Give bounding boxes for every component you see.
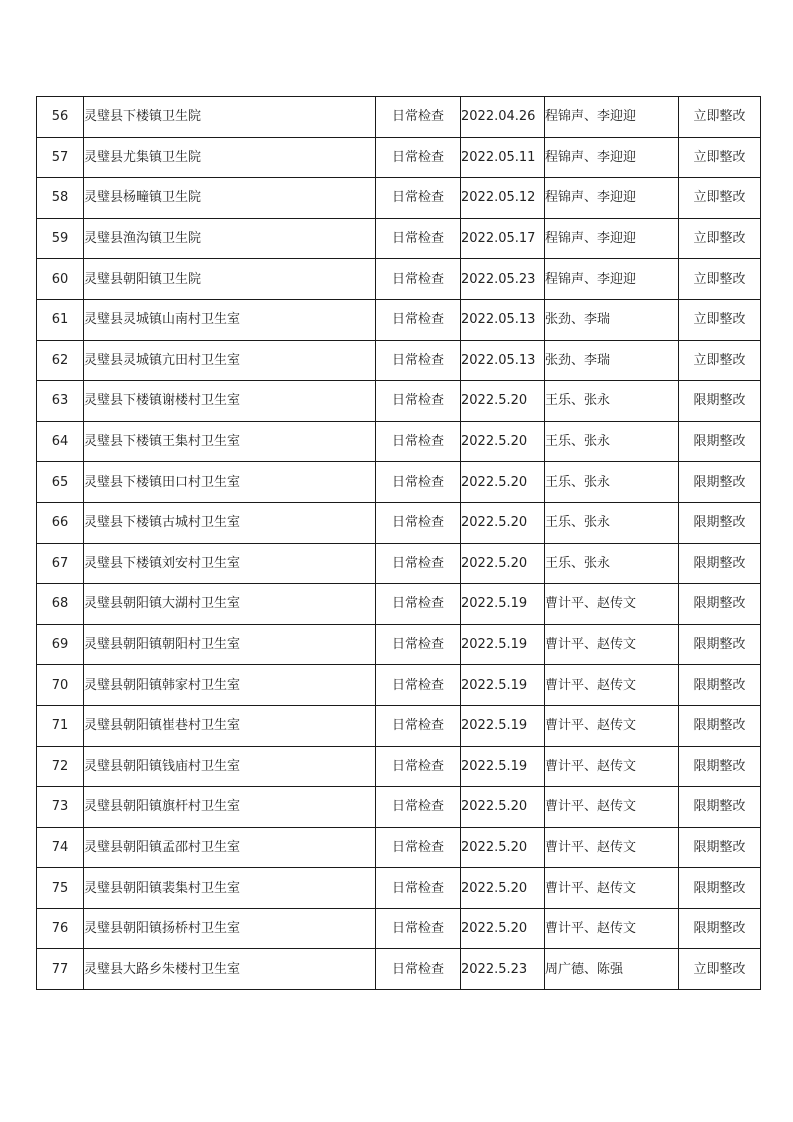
inspectors-cell: 王乐、张永: [545, 543, 679, 584]
table-row: [37, 746, 761, 787]
institution-name-cell: 灵璧县下楼镇卫生院: [84, 97, 376, 138]
institution-name-cell: 灵璧县朝阳镇旗杆村卫生室: [84, 787, 376, 828]
inspection-date-cell: 2022.5.19: [461, 584, 545, 625]
table-row: [37, 381, 761, 422]
inspection-date-cell: 2022.5.20: [461, 868, 545, 909]
table-row: [37, 502, 761, 543]
inspection-result-cell: 限期整改: [679, 543, 761, 584]
inspection-result-cell: 限期整改: [679, 624, 761, 665]
row-number-cell: 75: [37, 868, 84, 909]
inspectors-cell: 程锦声、李迎迎: [545, 137, 679, 178]
institution-name-cell: 灵璧县下楼镇谢楼村卫生室: [84, 381, 376, 422]
inspectors-cell: 周广德、陈强: [545, 949, 679, 990]
inspectors-cell: 王乐、张永: [545, 462, 679, 503]
row-number-cell: 61: [37, 299, 84, 340]
institution-name-cell: 灵璧县朝阳镇卫生院: [84, 259, 376, 300]
inspection-date-cell: 2022.5.19: [461, 705, 545, 746]
inspection-result-cell: 限期整改: [679, 584, 761, 625]
inspection-result-cell: 限期整改: [679, 502, 761, 543]
institution-name-cell: 灵璧县朝阳镇钱庙村卫生室: [84, 746, 376, 787]
inspection-type-cell: 日常检查: [376, 137, 461, 178]
inspection-date-cell: 2022.05.23: [461, 259, 545, 300]
inspectors-cell: 曹计平、赵传文: [545, 827, 679, 868]
table-row: [37, 421, 761, 462]
table-row: [37, 340, 761, 381]
institution-name-cell: 灵璧县灵城镇亢田村卫生室: [84, 340, 376, 381]
institution-name-cell: 灵璧县尤集镇卫生院: [84, 137, 376, 178]
inspection-result-cell: 限期整改: [679, 705, 761, 746]
inspection-type-cell: 日常检查: [376, 827, 461, 868]
inspection-result-cell: 立即整改: [679, 218, 761, 259]
row-number-cell: 57: [37, 137, 84, 178]
inspectors-cell: 王乐、张永: [545, 381, 679, 422]
inspection-type-cell: 日常检查: [376, 502, 461, 543]
inspection-type-cell: 日常检查: [376, 299, 461, 340]
institution-name-cell: 灵璧县下楼镇刘安村卫生室: [84, 543, 376, 584]
inspection-result-cell: 限期整改: [679, 827, 761, 868]
inspection-date-cell: 2022.05.13: [461, 299, 545, 340]
institution-name-cell: 灵璧县杨疃镇卫生院: [84, 178, 376, 219]
row-number-cell: 76: [37, 908, 84, 949]
row-number-cell: 58: [37, 178, 84, 219]
inspection-type-cell: 日常检查: [376, 340, 461, 381]
row-number-cell: 73: [37, 787, 84, 828]
inspection-type-cell: 日常检查: [376, 97, 461, 138]
inspection-date-cell: 2022.04.26: [461, 97, 545, 138]
inspection-type-cell: 日常检查: [376, 949, 461, 990]
inspectors-cell: 曹计平、赵传文: [545, 624, 679, 665]
inspection-result-cell: 限期整改: [679, 421, 761, 462]
row-number-cell: 69: [37, 624, 84, 665]
inspection-type-cell: 日常检查: [376, 868, 461, 909]
row-number-cell: 72: [37, 746, 84, 787]
row-number-cell: 71: [37, 705, 84, 746]
institution-name-cell: 灵璧县朝阳镇扬桥村卫生室: [84, 908, 376, 949]
inspectors-cell: 程锦声、李迎迎: [545, 97, 679, 138]
institution-name-cell: 灵璧县朝阳镇大湖村卫生室: [84, 584, 376, 625]
inspection-type-cell: 日常检查: [376, 421, 461, 462]
table-row: [37, 624, 761, 665]
inspection-result-cell: 限期整改: [679, 746, 761, 787]
inspection-date-cell: 2022.05.11: [461, 137, 545, 178]
institution-name-cell: 灵璧县下楼镇王集村卫生室: [84, 421, 376, 462]
inspection-result-cell: 限期整改: [679, 665, 761, 706]
inspection-date-cell: 2022.5.20: [461, 421, 545, 462]
inspectors-cell: 程锦声、李迎迎: [545, 259, 679, 300]
inspection-date-cell: 2022.5.20: [461, 381, 545, 422]
row-number-cell: 70: [37, 665, 84, 706]
inspection-type-cell: 日常检查: [376, 259, 461, 300]
inspection-type-cell: 日常检查: [376, 624, 461, 665]
inspection-result-cell: 立即整改: [679, 299, 761, 340]
inspection-type-cell: 日常检查: [376, 543, 461, 584]
table-row: [37, 462, 761, 503]
institution-name-cell: 灵璧县朝阳镇朝阳村卫生室: [84, 624, 376, 665]
inspectors-cell: 曹计平、赵传文: [545, 868, 679, 909]
inspectors-cell: 曹计平、赵传文: [545, 705, 679, 746]
inspection-result-cell: 限期整改: [679, 908, 761, 949]
row-number-cell: 56: [37, 97, 84, 138]
inspection-date-cell: 2022.5.23: [461, 949, 545, 990]
inspection-result-cell: 限期整改: [679, 381, 761, 422]
row-number-cell: 68: [37, 584, 84, 625]
inspectors-cell: 曹计平、赵传文: [545, 908, 679, 949]
inspection-date-cell: 2022.5.19: [461, 665, 545, 706]
table-row: [37, 868, 761, 909]
inspection-type-cell: 日常检查: [376, 665, 461, 706]
inspection-result-cell: 立即整改: [679, 340, 761, 381]
inspection-type-cell: 日常检查: [376, 381, 461, 422]
institution-name-cell: 灵璧县下楼镇古城村卫生室: [84, 502, 376, 543]
row-number-cell: 60: [37, 259, 84, 300]
inspectors-cell: 王乐、张永: [545, 502, 679, 543]
table-row: [37, 665, 761, 706]
inspection-result-cell: 立即整改: [679, 97, 761, 138]
table-row: [37, 949, 761, 990]
inspection-result-cell: 立即整改: [679, 259, 761, 300]
inspection-type-cell: 日常检查: [376, 178, 461, 219]
institution-name-cell: 灵璧县下楼镇田口村卫生室: [84, 462, 376, 503]
inspectors-cell: 曹计平、赵传文: [545, 746, 679, 787]
inspectors-cell: 程锦声、李迎迎: [545, 178, 679, 219]
table-row: [37, 543, 761, 584]
inspectors-cell: 王乐、张永: [545, 421, 679, 462]
table-row: [37, 787, 761, 828]
inspection-date-cell: 2022.5.20: [461, 543, 545, 584]
inspectors-cell: 曹计平、赵传文: [545, 665, 679, 706]
row-number-cell: 59: [37, 218, 84, 259]
table-row: [37, 705, 761, 746]
table-row: [37, 218, 761, 259]
inspection-date-cell: 2022.05.13: [461, 340, 545, 381]
inspection-type-cell: 日常检查: [376, 462, 461, 503]
row-number-cell: 65: [37, 462, 84, 503]
inspectors-cell: 曹计平、赵传文: [545, 787, 679, 828]
inspection-date-cell: 2022.5.20: [461, 827, 545, 868]
inspection-result-cell: 限期整改: [679, 462, 761, 503]
inspection-type-cell: 日常检查: [376, 218, 461, 259]
inspection-date-cell: 2022.5.20: [461, 502, 545, 543]
inspection-table: [36, 96, 761, 990]
table-row: [37, 137, 761, 178]
inspection-type-cell: 日常检查: [376, 787, 461, 828]
inspectors-cell: 曹计平、赵传文: [545, 584, 679, 625]
row-number-cell: 63: [37, 381, 84, 422]
inspection-result-cell: 限期整改: [679, 868, 761, 909]
institution-name-cell: 灵璧县朝阳镇韩家村卫生室: [84, 665, 376, 706]
table-row: [37, 299, 761, 340]
row-number-cell: 62: [37, 340, 84, 381]
row-number-cell: 67: [37, 543, 84, 584]
inspection-result-cell: 立即整改: [679, 178, 761, 219]
inspectors-cell: 张劲、李瑞: [545, 299, 679, 340]
row-number-cell: 77: [37, 949, 84, 990]
inspection-date-cell: 2022.5.20: [461, 462, 545, 503]
inspection-date-cell: 2022.5.20: [461, 787, 545, 828]
inspection-date-cell: 2022.05.17: [461, 218, 545, 259]
institution-name-cell: 灵璧县大路乡朱楼村卫生室: [84, 949, 376, 990]
institution-name-cell: 灵璧县渔沟镇卫生院: [84, 218, 376, 259]
inspection-table-body: [37, 97, 761, 990]
inspection-date-cell: 2022.5.19: [461, 624, 545, 665]
row-number-cell: 66: [37, 502, 84, 543]
inspectors-cell: 张劲、李瑞: [545, 340, 679, 381]
inspection-date-cell: 2022.5.20: [461, 908, 545, 949]
table-row: [37, 178, 761, 219]
inspection-result-cell: 限期整改: [679, 787, 761, 828]
institution-name-cell: 灵璧县朝阳镇崔巷村卫生室: [84, 705, 376, 746]
inspection-type-cell: 日常检查: [376, 584, 461, 625]
row-number-cell: 64: [37, 421, 84, 462]
inspection-date-cell: 2022.05.12: [461, 178, 545, 219]
institution-name-cell: 灵璧县灵城镇山南村卫生室: [84, 299, 376, 340]
inspectors-cell: 程锦声、李迎迎: [545, 218, 679, 259]
row-number-cell: 74: [37, 827, 84, 868]
inspection-result-cell: 立即整改: [679, 949, 761, 990]
table-row: [37, 584, 761, 625]
table-row: [37, 827, 761, 868]
institution-name-cell: 灵璧县朝阳镇孟邵村卫生室: [84, 827, 376, 868]
institution-name-cell: 灵璧县朝阳镇裴集村卫生室: [84, 868, 376, 909]
table-row: [37, 97, 761, 138]
table-row: [37, 908, 761, 949]
inspection-type-cell: 日常检查: [376, 746, 461, 787]
table-row: [37, 259, 761, 300]
inspection-result-cell: 立即整改: [679, 137, 761, 178]
inspection-date-cell: 2022.5.19: [461, 746, 545, 787]
inspection-type-cell: 日常检查: [376, 705, 461, 746]
inspection-type-cell: 日常检查: [376, 908, 461, 949]
